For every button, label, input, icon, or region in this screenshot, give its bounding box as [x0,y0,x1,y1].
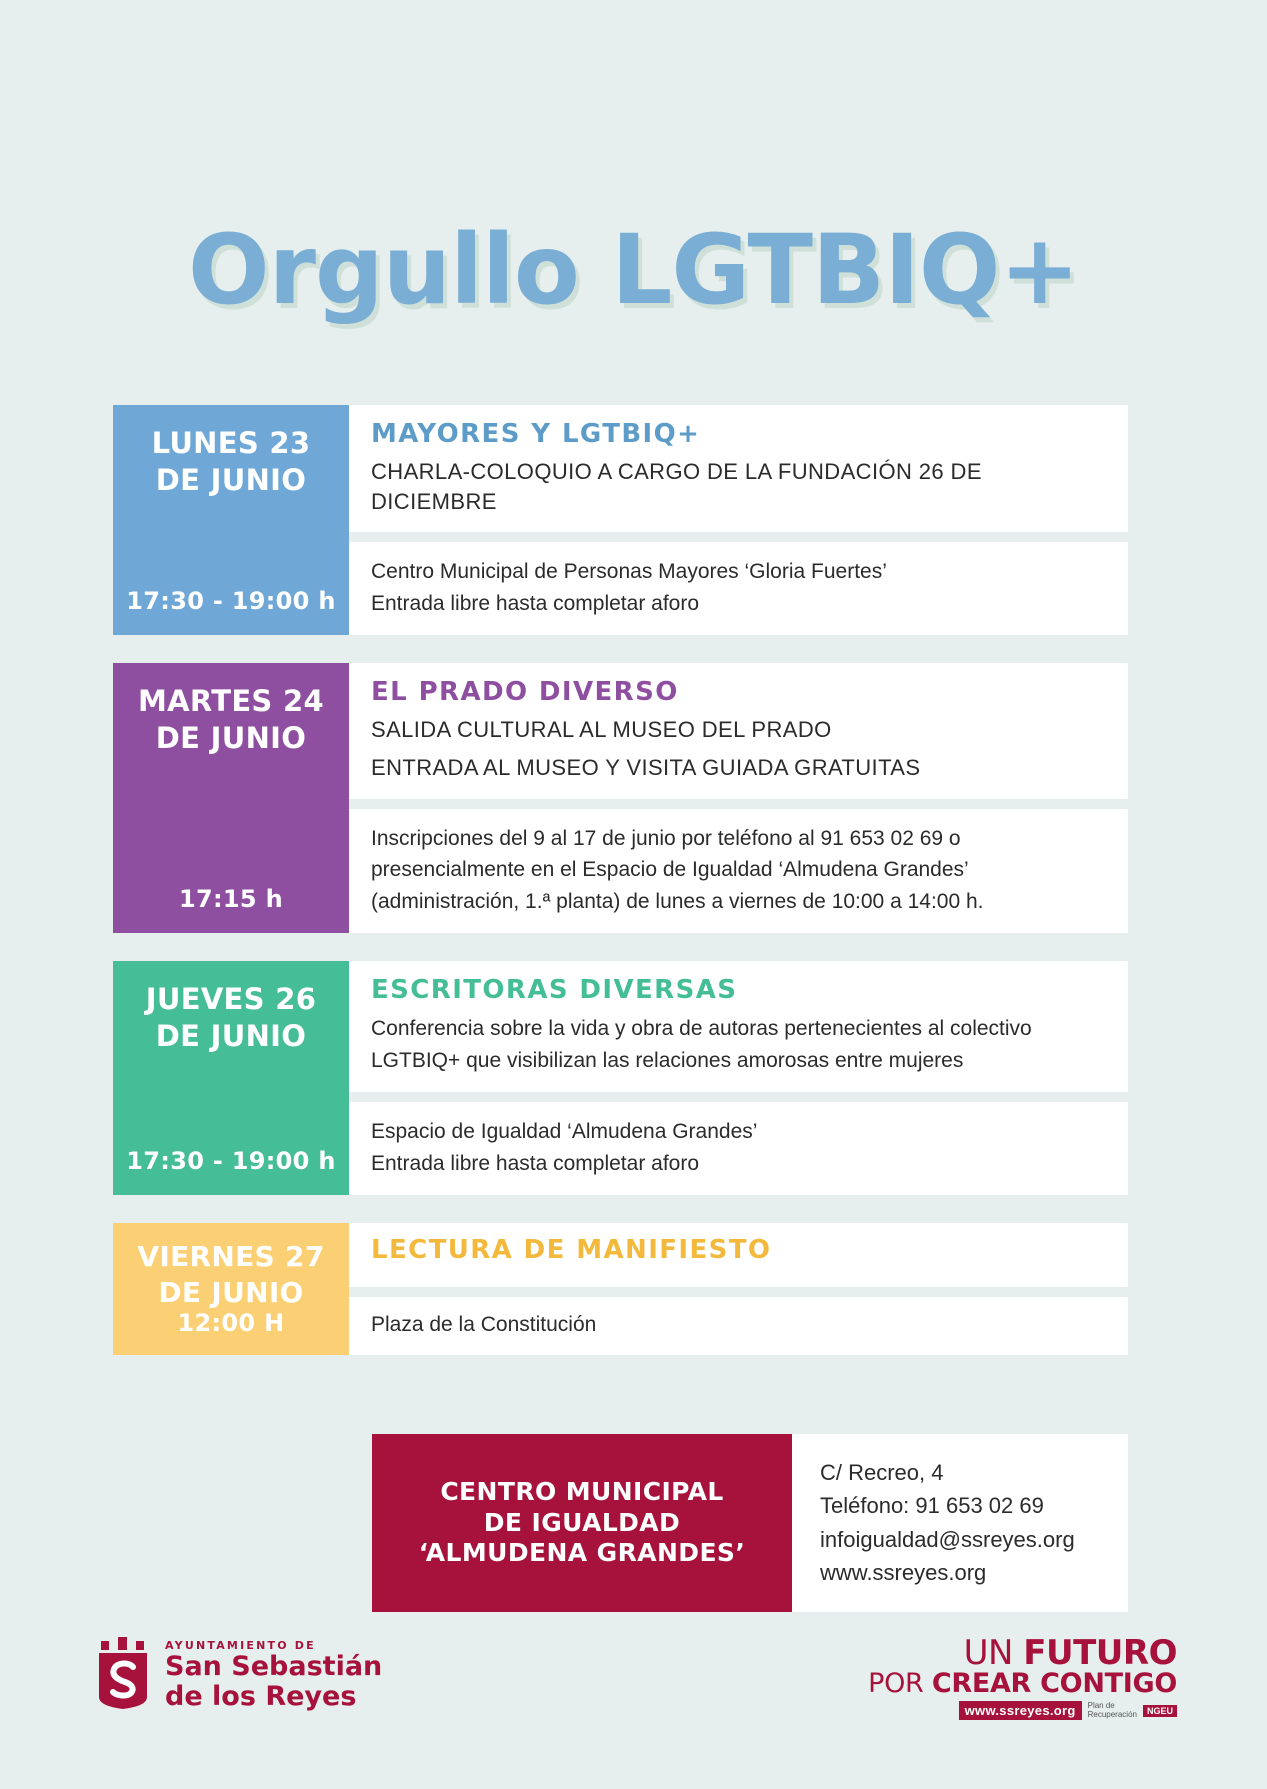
event-time: 17:30 - 19:00 h [126,587,336,616]
campaign-chip: NGEU [1143,1705,1177,1717]
campaign-logo [868,1633,1177,1720]
event-info-line: Entrada libre hasta completar aforo [371,1151,700,1175]
event-body [349,663,1128,933]
event-info-card [349,809,1128,934]
event-body [349,961,1128,1195]
event-info-card [349,1102,1128,1195]
campaign-footer-row [868,1701,1177,1720]
campaign-line1-light: UN [963,1633,1024,1673]
event-heading: LECTURA DE MANIFIESTO [371,1235,772,1266]
poster-title-wrap [0,214,1267,326]
contact-name-line2: DE IGUALDAD [483,1507,681,1537]
schedule-list [113,405,1128,1383]
contact-email[interactable]: infoigualdad@ssreyes.org [820,1526,1075,1552]
event-subtitle: ENTRADA AL MUSEO Y VISITA GUIADA GRATUITAS [371,755,921,781]
campaign-mini-line2: Recuperación [1087,1709,1137,1719]
event-info-line: Entrada libre hasta completar aforo [371,591,700,615]
event-date-line1: VIERNES 27 [137,1240,325,1274]
city-logo-line1: San Sebastián [165,1651,383,1682]
event-heading: EL PRADO DIVERSO [371,677,679,708]
campaign-line2 [868,1670,1177,1698]
event-info-line: Plaza de la Constitución [371,1313,597,1337]
event-date-block [113,1223,349,1355]
contact-name-box [372,1434,792,1612]
event-heading: MAYORES Y LGTBIQ+ [371,419,701,449]
event-headline-card [349,405,1128,532]
event-info-card [349,1297,1128,1355]
event-item [113,961,1128,1195]
campaign-url[interactable]: www.ssreyes.org [959,1701,1082,1720]
event-time: 17:15 h [179,885,283,914]
event-item [113,405,1128,635]
city-logo-line2: de los Reyes [165,1680,357,1712]
event-item [113,663,1128,933]
event-date-block [113,405,349,635]
contact-details [792,1434,1128,1612]
event-date-line2: DE JUNIO [155,721,307,756]
event-date-line1: MARTES 24 [138,684,324,719]
event-info-card [349,542,1128,635]
event-subtitle: CHARLA-COLOQUIO A CARGO DE LA FUNDACIÓN 26 DE DICIEMBRE [371,459,982,514]
event-heading: ESCRITORAS DIVERSAS [371,975,738,1006]
event-subtitle: Conferencia sobre la vida y obra de autoras pertenecientes al colectivo LGTBIQ+ que visibilizan las relaciones amorosas entre mujeres [371,1017,1032,1072]
city-council-logo [95,1637,382,1711]
page-title: Orgullo LGTBIQ+ [188,214,1079,326]
city-crest-icon [95,1637,153,1709]
contact-address: C/ Recreo, 4 [820,1460,944,1485]
event-date-line2: DE JUNIO [158,1276,304,1310]
event-item [113,1223,1128,1355]
contact-website[interactable]: www.ssreyes.org [820,1560,987,1586]
event-info-line: Centro Municipal de Personas Mayores ‘Gloria Fuertes’ [371,560,887,584]
event-info-line: Inscripciones del 9 al 17 de junio por teléfono al 91 653 02 69 o presencialmente en el Espacio de Igualdad ‘Almudena Grandes’ (administración, 1.ª planta) de lunes a viernes de 10:00 a 14:00 h. [371,826,984,913]
campaign-line2-bold: CREAR CONTIGO [931,1668,1177,1699]
campaign-mini-text [1088,1702,1137,1719]
campaign-line1 [868,1633,1177,1673]
contact-block [372,1434,1128,1612]
event-headline-card [349,663,1128,798]
event-time: 17:30 - 19:00 h [126,1147,336,1176]
contact-name-line1: CENTRO MUNICIPAL [440,1477,724,1507]
event-body [349,1223,1128,1355]
event-date-block [113,663,349,933]
event-date-block [113,961,349,1195]
contact-phone: Teléfono: 91 653 02 69 [820,1493,1044,1519]
contact-name-line3: ‘ALMUDENA GRANDES’ [418,1538,746,1568]
campaign-mini-line1: Plan de [1087,1701,1115,1711]
event-info-line: Espacio de Igualdad ‘Almudena Grandes’ [371,1120,758,1144]
campaign-line2-light: POR [868,1668,932,1699]
event-time: 12:00 H [177,1309,285,1338]
city-logo-pretitle: AYUNTAMIENTO DE [165,1639,316,1652]
event-headline-card [349,1223,1128,1287]
event-body [349,405,1128,635]
event-headline-card [349,961,1128,1092]
event-date-line2: DE JUNIO [155,463,307,498]
event-subtitle: SALIDA CULTURAL AL MUSEO DEL PRADO [371,717,832,743]
event-date-line1: JUEVES 26 [145,982,317,1017]
event-date-line2: DE JUNIO [155,1019,307,1054]
event-date-line1: LUNES 23 [151,426,311,460]
campaign-line1-bold: FUTURO [1023,1633,1177,1673]
